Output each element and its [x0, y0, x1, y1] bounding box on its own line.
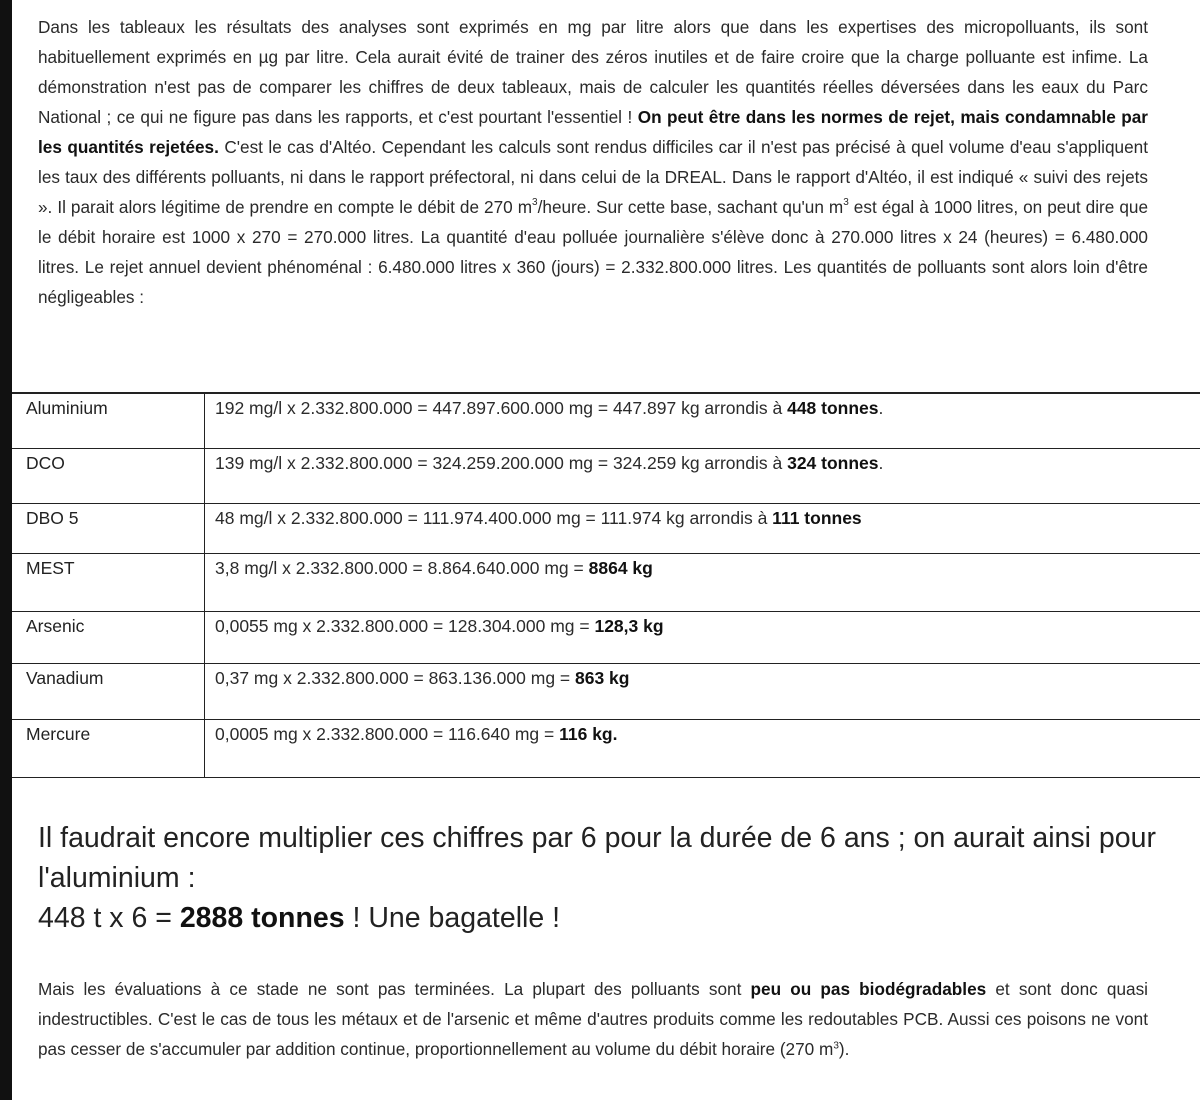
calculation-result: 116 kg. — [559, 724, 618, 744]
calculation-text: 0,0005 mg x 2.332.800.000 = 116.640 mg = — [215, 724, 560, 744]
intro-text-4: est égal à 1000 litres, on peut dire que le débit horaire est 1000 x 270 = 270.000 litres. La quantité d'eau polluée journalière s'élève donc à 270.000 litres x 24 (heures) = 6.480.000 litres. Le rejet annuel devient phénoménal : 6.480.000 litres x 360 (jours) = 2.332.800.000 litres. Les quantités de polluants sont alors loin d'être négligeables : — [38, 197, 1149, 307]
pollutant-calculation — [205, 449, 1200, 504]
table-row — [12, 554, 1200, 612]
calculation-tail: . — [878, 453, 884, 473]
cube-exponent: 3 — [843, 197, 849, 209]
pollutant-name: DCO — [12, 449, 205, 504]
calculation-result: 448 tonnes — [787, 398, 879, 418]
calculation-text: 192 mg/l x 2.332.800.000 = 447.897.600.000 mg = 447.897 kg arrondis à — [215, 398, 788, 418]
conclusion-tail: ! Une bagatelle ! — [344, 902, 561, 934]
pollutant-calculation — [205, 612, 1200, 664]
calculation-result: 111 tonnes — [772, 508, 862, 528]
pollutant-name: Vanadium — [12, 664, 205, 720]
calculation-result: 8864 kg — [588, 558, 653, 578]
table-row — [12, 504, 1200, 554]
outro-paragraph — [38, 974, 1148, 1064]
pollutant-calculation — [205, 720, 1200, 778]
table-row — [12, 720, 1200, 778]
pollutant-name: Aluminium — [12, 394, 205, 449]
outro-bold: peu ou pas biodégradables — [750, 979, 987, 999]
conclusion-paragraph — [38, 818, 1168, 938]
pollutant-name: Mercure — [12, 720, 205, 778]
conclusion-text: Il faudrait encore multiplier ces chiffres par 6 pour la durée de 6 ans ; on aurait ainsi pour l'aluminium : — [38, 822, 1156, 894]
calculation-result: 863 kg — [575, 668, 630, 688]
outro-text-2: et sont donc quasi indestructibles. C'est le cas de tous les métaux et de l'arsenic et même d'autres produits comme les redoutables PCB. Aussi ces poisons ne vont pas cesser de s'accumuler par addition continue, proportionnellement au volume du débit horaire (270 m — [38, 979, 1149, 1059]
pollutant-calculation — [205, 504, 1200, 554]
pollutant-calculation — [205, 554, 1200, 612]
calculation-text: 0,0055 mg x 2.332.800.000 = 128.304.000 mg = — [215, 616, 595, 636]
intro-text-3: /heure. Sur cette base, sachant qu'un m — [537, 197, 844, 217]
pollutant-table — [12, 393, 1200, 778]
pollutant-name: MEST — [12, 554, 205, 612]
calculation-result: 128,3 kg — [594, 616, 664, 636]
pollutant-calculation — [205, 394, 1200, 449]
outro-text-1: Mais les évaluations à ce stade ne sont pas terminées. La plupart des polluants sont — [38, 979, 751, 999]
calculation-text: 48 mg/l x 2.332.800.000 = 111.974.400.000 mg = 111.974 kg arrondis à — [215, 508, 773, 528]
calculation-text: 3,8 mg/l x 2.332.800.000 = 8.864.640.000 mg = — [215, 558, 589, 578]
intro-paragraph — [38, 12, 1148, 312]
pollutant-name: DBO 5 — [12, 504, 205, 554]
table-row — [12, 394, 1200, 449]
calculation-text: 0,37 mg x 2.332.800.000 = 863.136.000 mg = — [215, 668, 575, 688]
table-row — [12, 449, 1200, 504]
conclusion-result: 2888 tonnes — [179, 902, 345, 934]
cube-exponent: 3 — [833, 1040, 839, 1052]
calculation-text: 139 mg/l x 2.332.800.000 = 324.259.200.000 mg = 324.259 kg arrondis à — [215, 453, 788, 473]
table-row — [12, 612, 1200, 664]
pollutant-name: Arsenic — [12, 612, 205, 664]
conclusion-calc: 448 t x 6 = — [38, 902, 180, 934]
intro-text-2: C'est le cas d'Altéo. Cependant les calculs sont rendus difficiles car il n'est pas précisé à quel volume d'eau s'appliquent les taux des différents polluants, ni dans le rapport préfectoral, ni dans celui de la DREAL. Dans le rapport d'Altéo, il est indiqué « suivi des rejets ». Il parait alors légitime de prendre en compte le débit de 270 m — [38, 137, 1148, 217]
table-row — [12, 664, 1200, 720]
outro-text-3: ). — [838, 1039, 850, 1059]
cube-exponent: 3 — [532, 197, 538, 209]
intro-bold-statement: On peut être dans les normes de rejet, mais condamnable par les quantités rejetées. — [38, 107, 1148, 157]
intro-text-1: Dans les tableaux les résultats des analyses sont exprimés en mg par litre alors que dans les expertises des micropolluants, ils sont habituellement exprimés en µg par litre. Cela aurait évité de trainer des zéros inutiles et de faire croire que la charge polluante est infime. La démonstration n'est pas de comparer les chiffres de deux tableaux, mais de calculer les quantités réelles déversées dans les eaux du Parc National ; ce qui ne figure pas dans les rapports, et c'est pourtant l'essentiel ! — [38, 17, 1148, 127]
pollutant-calculation — [205, 664, 1200, 720]
calculation-tail: . — [878, 398, 884, 418]
calculation-result: 324 tonnes — [787, 453, 879, 473]
